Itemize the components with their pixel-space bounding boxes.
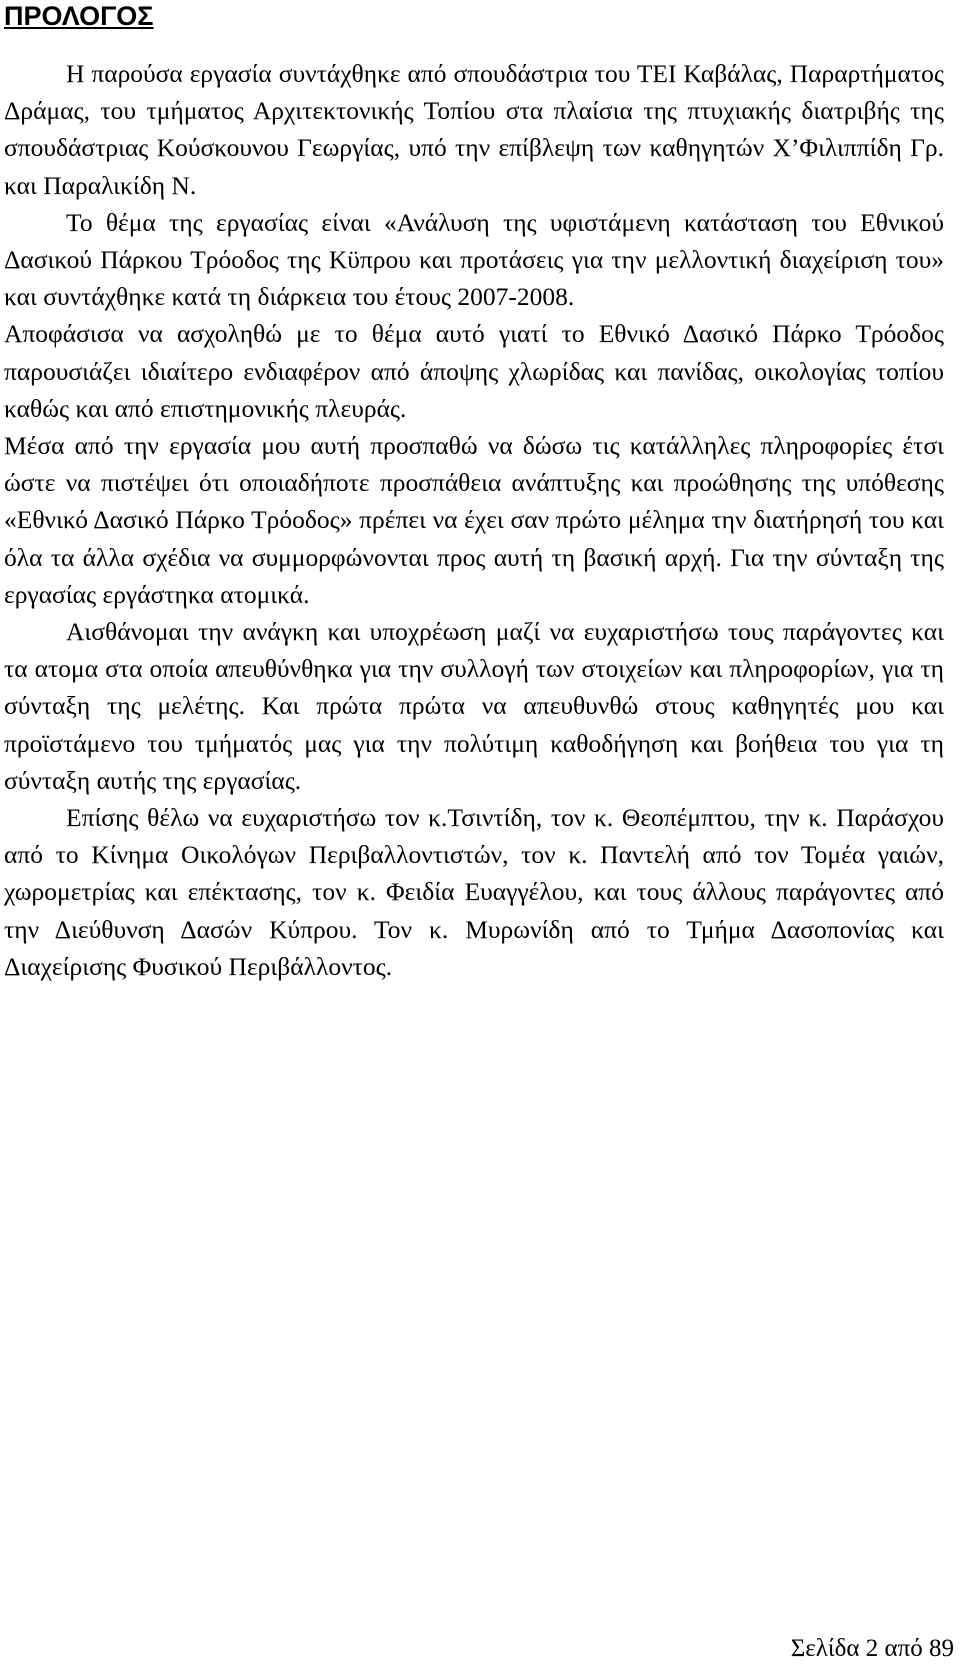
- document-body: [4, 55, 944, 985]
- paragraph-thanks: Αισθάνομαι την ανάγκη και υποχρέωση μαζί να ευχαριστήσω τους παράγοντες και τα ατομα στα οποία απευθύνθηκα για την συλλογή των στοιχείων και πληροφορίων, για τη σύνταξη της μελέτης. Και πρώτα πρώτα να απευθυνθώ στους καθηγητές μου και προϊστάμενο του τμήματός μας για την πολύτιμη καθοδήγηση και βοήθεια του για τη σύνταξη αυτής της εργασίας.: [4, 617, 944, 795]
- page-title: ΠΡΟΛΟΓΟΣ: [4, 1, 154, 31]
- paragraph-intro: Η παρούσα εργασία συντάχθηκε από σπουδάστρια του ΤΕΙ Καβάλας, Παραρτήματος Δράμας, του τμήματος Αρχιτεκτονικής Τοπίου στα πλαίσια της πτυχιακής διατριβής της σπουδάστριας Κούσκουνου Γεωργίας, υπό την επίβλεψη των καθηγητών Χ’Φιλιππίδη Γρ. και Παραλικίδη Ν.: [4, 59, 944, 200]
- page-number-footer: Σελίδα 2 από 89: [790, 1635, 954, 1662]
- paragraph-purpose: Μέσα από την εργασία μου αυτή προσπαθώ να δώσω τις κατάλληλες πληροφορίες έτσι ώστε να πιστέψει ότι οποιαδήποτε προσπάθεια ανάπτυξης και προώθησης της υπόθεσης «Εθνικό Δασικό Πάρκο Τρόοδος» πρέπει να έχει σαν πρώτο μέλημα την διατήρησή του και όλα τα άλλα σχέδια να συμμορφώνονται προς αυτή τη βασική αρχή. Για την σύνταξη της εργασίας εργάστηκα ατομικά.: [4, 431, 944, 609]
- paragraph-motivation: Αποφάσισα να ασχοληθώ με το θέμα αυτό γιατί το Εθνικό Δασικό Πάρκο Τρόοδος παρουσιάζει ιδιαίτερο ενδιαφέρον από άποψης χλωρίδας και πανίδας, οικολογίας τοπίου καθώς και από επιστημονικής πλευράς.: [4, 319, 944, 423]
- paragraph-topic: Το θέμα της εργασίας είναι «Ανάλυση της υφιστάμενη κατάσταση του Εθνικού Δασικού Πάρκου Τρόοδος της Κϋπρου και προτάσεις για την μελλοντική διαχείριση του» και συντάχθηκε κατά τη διάρκεια του έτους 2007-2008.: [4, 207, 944, 312]
- paragraph-acknowledgements: Επίσης θέλω να ευχαριστήσω τον κ.Τσιντίδη, τον κ. Θεοπέμπτου, την κ. Παράσχου από το Κίνημα Οικολόγων Περιβαλλοντιστών, τον κ. Παντελή από τον Τομέα γαιών, χωρομετρίας και επέκτασης, τον κ. Φειδία Ευαγγέλου, και τους άλλους παράγοντες από την Διεύθυνση Δασών Κύπρου. Τον κ. Μυρωνίδη από το Τμήμα Δασοπονίας και Διαχείρισης Φυσικού Περιβάλλοντος.: [4, 803, 944, 981]
